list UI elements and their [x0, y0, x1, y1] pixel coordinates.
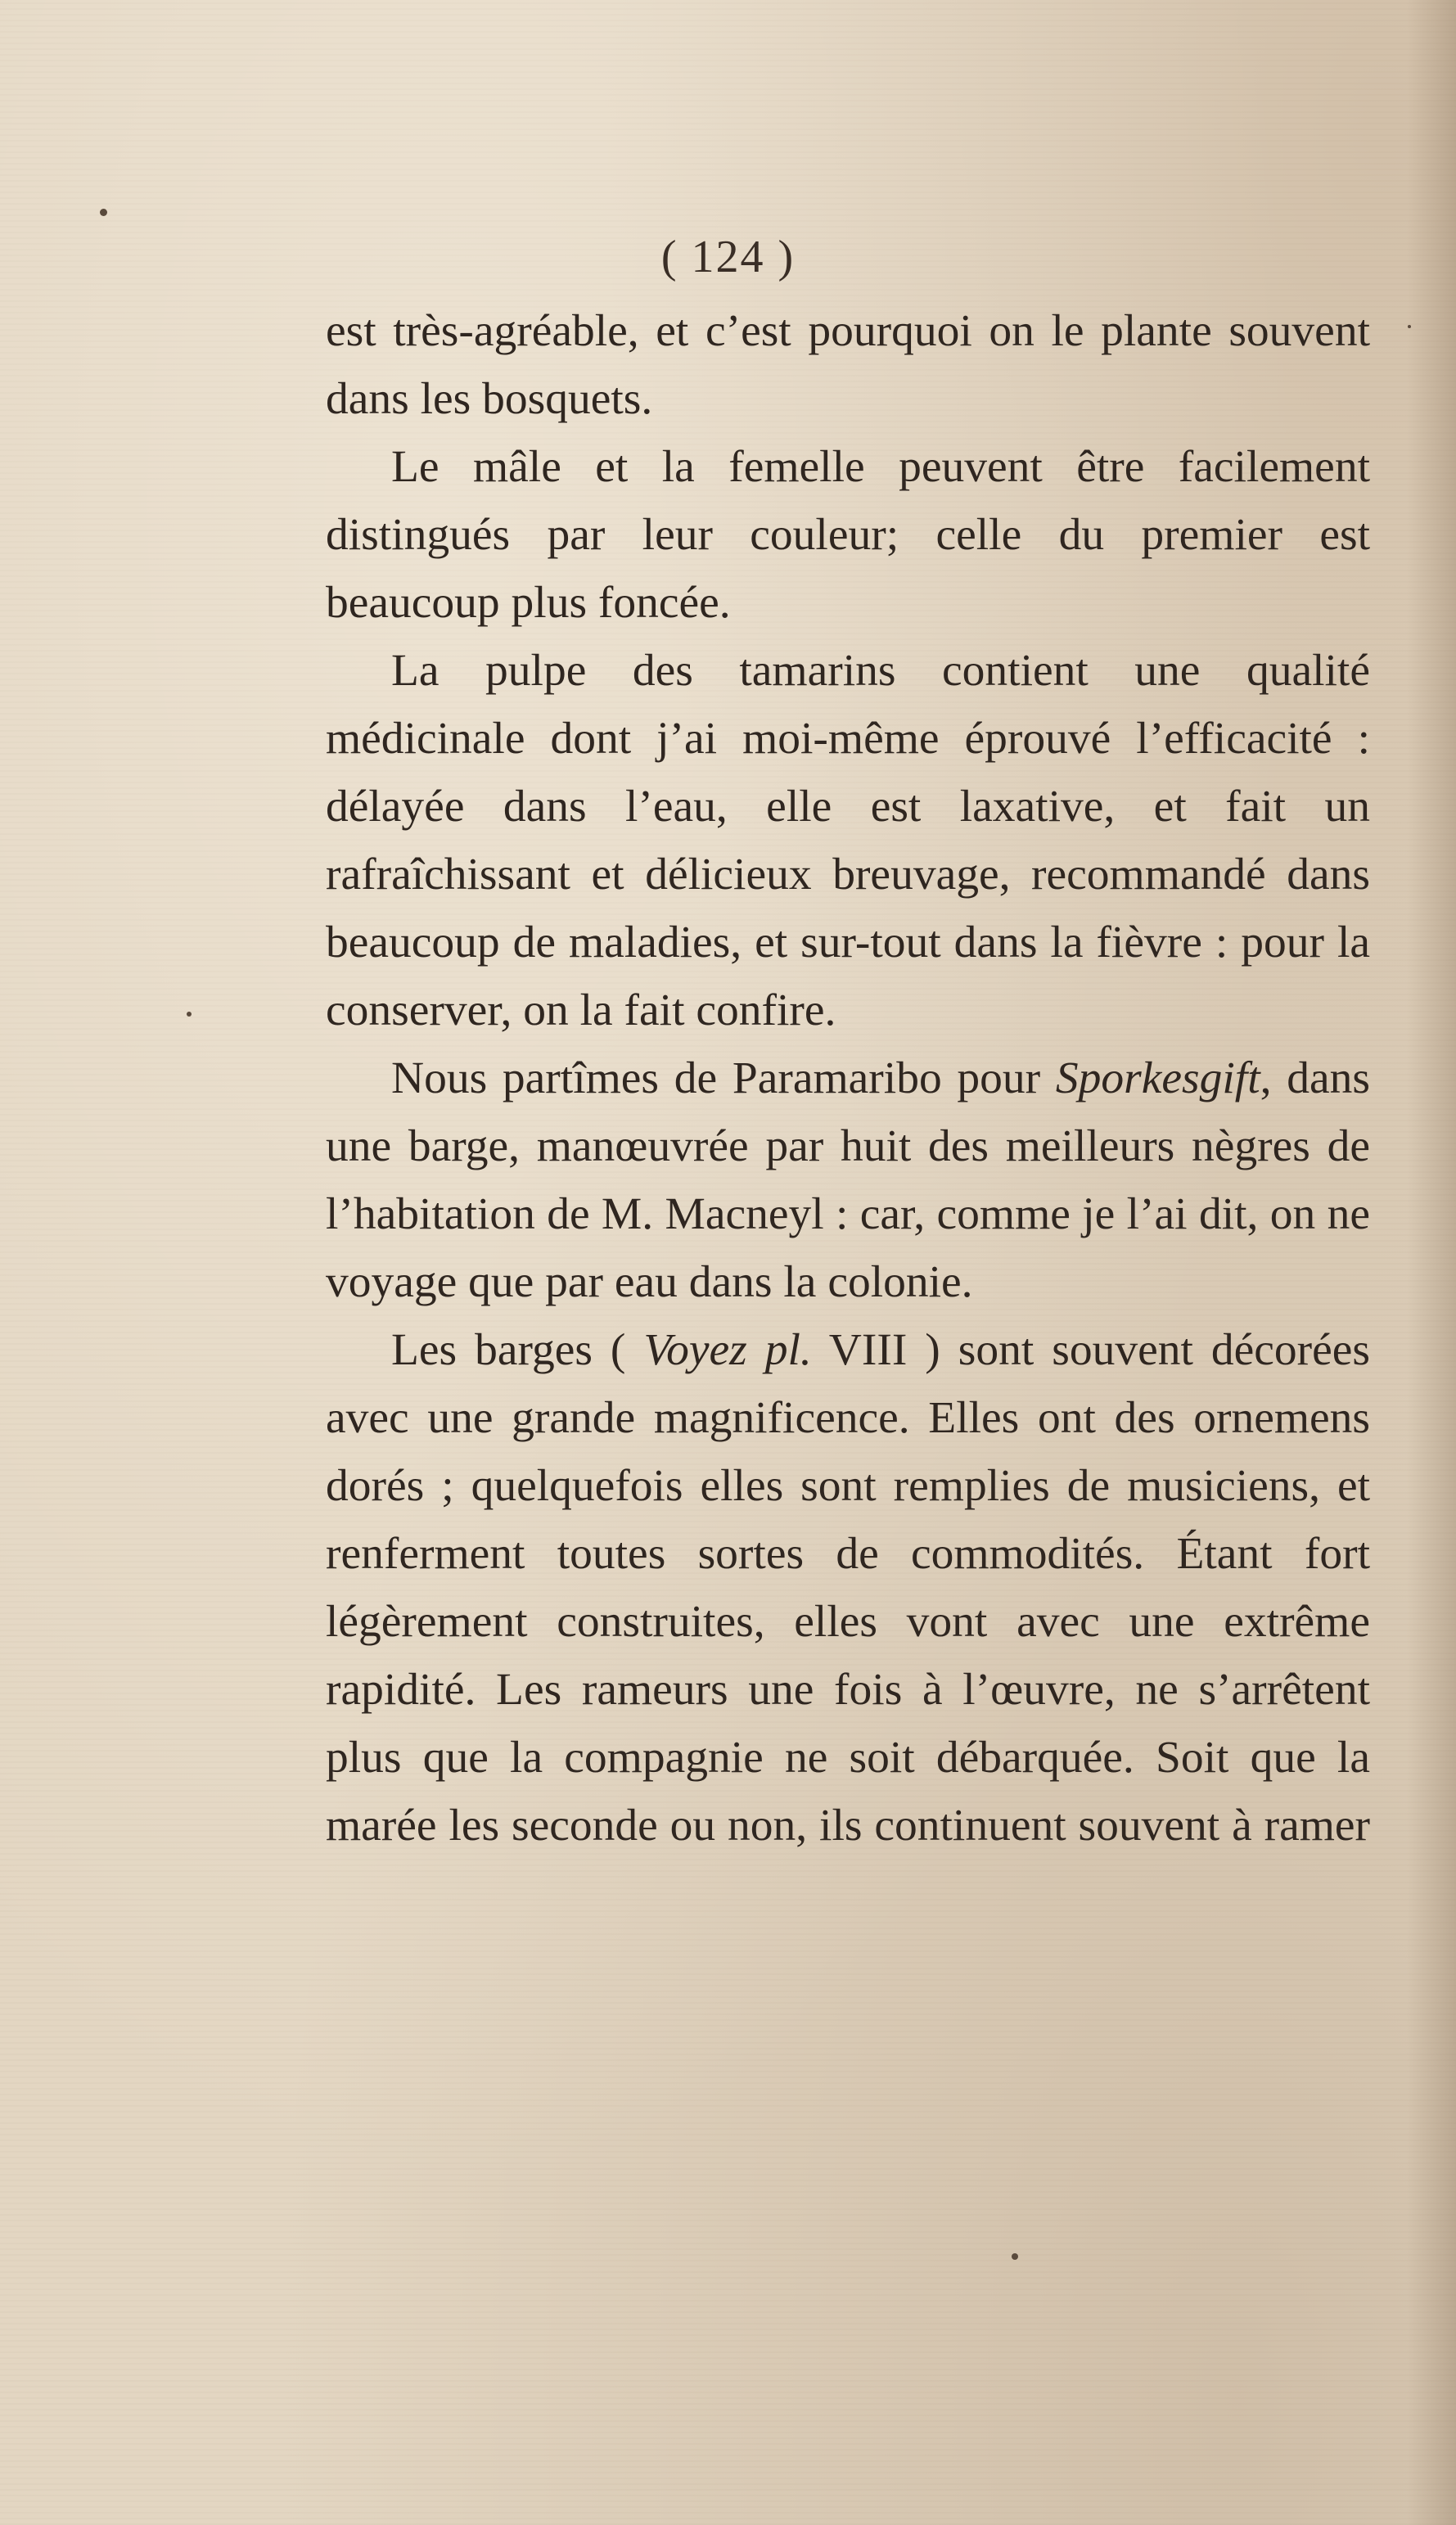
paragraph-2: Le mâle et la femelle peuvent être facilement distingués par leur couleur; celle du premier est beaucoup plus foncée. [326, 442, 1370, 628]
paragraph-4-rest: , dans une barge, manœuvrée par huit des meilleurs nègres de l’habitation de M. Macneyl : car, comme je l’ai dit, on ne voyage que par eau dans la colonie. [326, 1053, 1370, 1307]
paragraph-5 [326, 1316, 1370, 1860]
paper-speck [1012, 2253, 1018, 2260]
paragraph-4-start: Nous partîmes de Paramaribo pour [391, 1053, 1056, 1103]
paragraph-5-start: Les barges ( [391, 1325, 644, 1375]
paragraph-3: La pulpe des tamarins contient une qualité médicinale dont j’ai moi-même éprouvé l’efficacité : délayée dans l’eau, elle est laxative, et fait un rafraîchissant et délicieux breuvage, recommandé dans beaucoup de maladies, et sur-tout dans la fièvre : pour la conserver, on la fait confire. [326, 646, 1370, 1035]
paragraph-1: est très-agréable, et c’est pourquoi on le plante souvent dans les bosquets. [326, 306, 1370, 424]
paper-speck [100, 209, 107, 216]
plate-reference-italic: Voyez pl. [643, 1325, 812, 1375]
page-number: ( 124 ) [660, 232, 796, 282]
place-name-italic: Sporkesgift [1055, 1053, 1260, 1103]
paragraph-4 [326, 1044, 1370, 1316]
paragraph-5-rest: VIII ) sont souvent décorées avec une grande magnificence. Elles ont des ornemens dorés ; quelquefois elles sont remplies de musiciens, et renferment toutes sortes de commodités. Étant fort légèrement construites, elles vont avec une extrême rapidité. Les rameurs une fois à l’œuvre, ne s’arrêtent plus que la compagnie ne soit débarquée. Soit que la marée les seconde ou non, ils continuent souvent à ramer [326, 1325, 1370, 1851]
paper-speck [1408, 325, 1411, 328]
page-edge-shadow [1407, 0, 1456, 2525]
body-text [326, 297, 1370, 1860]
paper-speck [187, 1012, 192, 1017]
